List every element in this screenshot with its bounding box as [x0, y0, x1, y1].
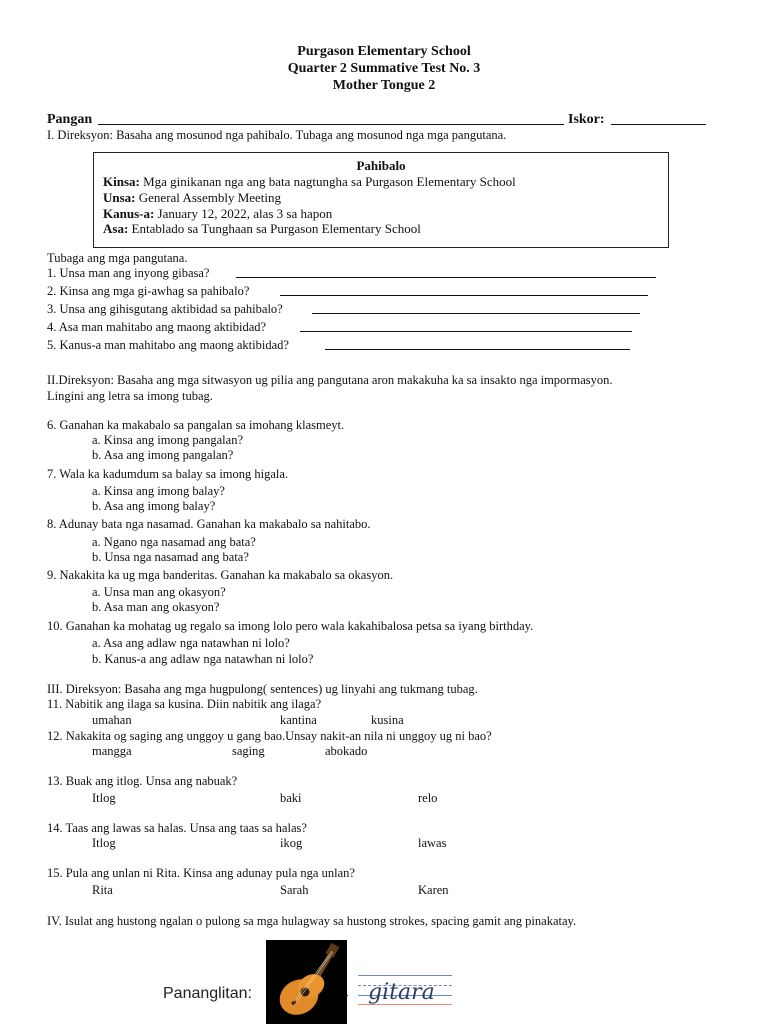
item-13-choice-2[interactable]: baki: [280, 791, 302, 805]
item-9-choice-b[interactable]: b. Asa man ang okasyon?: [92, 600, 220, 614]
test-title: Quarter 2 Summative Test No. 3: [287, 61, 481, 76]
item-6-question: 6. Ganahan ka makabalo sa pangalan sa imohang klasmeyt.: [47, 418, 345, 432]
notice-unsa-label: Unsa:: [103, 190, 136, 205]
item-7-question: 7. Wala ka kadumdum sa balay sa imong higala.: [47, 467, 289, 481]
score-label: Iskor:: [568, 112, 605, 127]
name-blank[interactable]: [98, 113, 564, 125]
section1-direction: I. Direksyon: Basaha ang mosunod nga pahibalo. Tubaga ang mosunod nga mga pangutana.: [47, 128, 507, 142]
notice-kinsa-label: Kinsa:: [103, 174, 140, 189]
notice-kinsa: [103, 174, 516, 190]
item-12-question: 12. Nakakita og saging ang unggoy u gang bao.Unsay nakit-an nila ni unggoy ug ni bao?: [47, 729, 492, 743]
question-1: 1. Unsa man ang inyong gibasa?: [47, 266, 210, 280]
item-8-choice-b[interactable]: b. Unsa nga nasamad ang bata?: [92, 550, 249, 564]
notice-asa-label: Asa:: [103, 221, 129, 236]
item-13-choice-1[interactable]: Itlog: [92, 791, 116, 805]
item-10-choice-a[interactable]: a. Asa ang adlaw nga natawhan ni lolo?: [92, 636, 290, 650]
notice-kanusa: [103, 206, 332, 222]
notice-asa-value: Entablado sa Tunghaan sa Purgason Elementary School: [128, 221, 421, 236]
notice-asa: [103, 221, 421, 237]
notice-unsa: [103, 190, 281, 206]
question-4: 4. Asa man mahitabo ang maong aktibidad?: [47, 320, 267, 334]
notice-kanusa-value: January 12, 2022, alas 3 sa hapon: [154, 206, 333, 221]
answer-blank-5[interactable]: [325, 338, 630, 350]
notice-kinsa-value: Mga ginikanan nga ang bata nagtungha sa Purgason Elementary School: [139, 174, 516, 189]
item-13-choice-3[interactable]: relo: [418, 791, 438, 805]
example-dash: -: [343, 986, 349, 1003]
score-blank[interactable]: [611, 113, 706, 125]
example-word: gitara: [368, 980, 435, 1005]
item-12-choice-1[interactable]: mangga: [92, 744, 132, 758]
section1-prompt: Tubaga ang mga pangutana.: [47, 251, 188, 265]
question-2: 2. Kinsa ang mga gi-awhag sa pahibalo?: [47, 284, 250, 298]
question-5: 5. Kanus-a man mahitabo ang maong aktibidad?: [47, 338, 289, 352]
answer-blank-4[interactable]: [300, 320, 632, 332]
section3-direction: III. Direksyon: Basaha ang mga hugpulong( sentences) ug linyahi ang tukmang tubag.: [47, 682, 478, 696]
item-14-choice-1[interactable]: Itlog: [92, 836, 116, 850]
notice-box: [93, 152, 669, 248]
answer-blank-2[interactable]: [280, 284, 648, 296]
notice-unsa-value: General Assembly Meeting: [135, 190, 282, 205]
item-14-choice-3[interactable]: lawas: [418, 836, 447, 850]
name-label: Pangan: [47, 112, 93, 127]
section2-direction-line1: II.Direksyon: Basaha ang mga sitwasyon ug pilia ang pangutana aron makakuha ka sa insakto nga impormasyon.: [47, 373, 613, 387]
item-8-choice-a[interactable]: a. Ngano nga nasamad ang bata?: [92, 535, 256, 549]
item-15-question: 15. Pula ang unlan ni Rita. Kinsa ang adunay pula nga unlan?: [47, 866, 355, 880]
item-14-choice-2[interactable]: ikog: [280, 836, 303, 850]
item-10-choice-b[interactable]: b. Kanus-a ang adlaw nga natawhan ni lolo?: [92, 652, 314, 666]
item-6-choice-a[interactable]: a. Kinsa ang imong pangalan?: [92, 433, 243, 447]
item-7-choice-a[interactable]: a. Kinsa ang imong balay?: [92, 484, 225, 498]
item-11-choice-3[interactable]: kusina: [371, 713, 404, 727]
item-11-choice-2[interactable]: kantina: [280, 713, 317, 727]
item-11-choice-1[interactable]: umahan: [92, 713, 132, 727]
item-8-question: 8. Adunay bata nga nasamad. Ganahan ka makabalo sa nahitabo.: [47, 517, 371, 531]
item-15-choice-3[interactable]: Karen: [418, 883, 449, 897]
item-13-question: 13. Buak ang itlog. Unsa ang nabuak?: [47, 774, 238, 788]
item-7-choice-b[interactable]: b. Asa ang imong balay?: [92, 499, 216, 513]
notice-kanusa-label: Kanus-a:: [103, 206, 155, 221]
item-15-choice-2[interactable]: Sarah: [280, 883, 309, 897]
subject-title: Mother Tongue 2: [332, 78, 436, 93]
item-9-question: 9. Nakakita ka ug mga banderitas. Ganahan ka makabalo sa okasyon.: [47, 568, 394, 582]
section2-direction-line2: Lingini ang letra sa imong tubag.: [47, 389, 213, 403]
answer-blank-3[interactable]: [312, 302, 640, 314]
notice-title: Pahibalo: [356, 158, 406, 173]
item-12-choice-2[interactable]: saging: [232, 744, 265, 758]
item-11-question: 11. Nabitik ang ilaga sa kusina. Diin nabitik ang ilaga?: [47, 697, 322, 711]
school-name: Purgason Elementary School: [297, 44, 471, 59]
item-12-choice-3[interactable]: abokado: [325, 744, 368, 758]
item-9-choice-a[interactable]: a. Unsa man ang okasyon?: [92, 585, 226, 599]
guitar-icon: [266, 940, 347, 1024]
question-3: 3. Unsa ang gihisgutang aktibidad sa pahibalo?: [47, 302, 283, 316]
item-14-question: 14. Taas ang lawas sa halas. Unsa ang taas sa halas?: [47, 821, 307, 835]
guitar-image: [266, 940, 347, 1024]
section4-direction: IV. Isulat ang hustong ngalan o pulong sa mga hulagway sa hustong strokes, spacing gamit ang pinakatay.: [47, 914, 577, 928]
item-15-choice-1[interactable]: Rita: [92, 883, 113, 897]
item-10-question: 10. Ganahan ka mohatag ug regalo sa imong lolo pero wala kakahibalosa petsa sa iyang birthday.: [47, 619, 534, 633]
answer-blank-1[interactable]: [236, 266, 656, 278]
example-label: Pananglitan:: [163, 985, 252, 1002]
item-6-choice-b[interactable]: b. Asa ang imong pangalan?: [92, 448, 234, 462]
